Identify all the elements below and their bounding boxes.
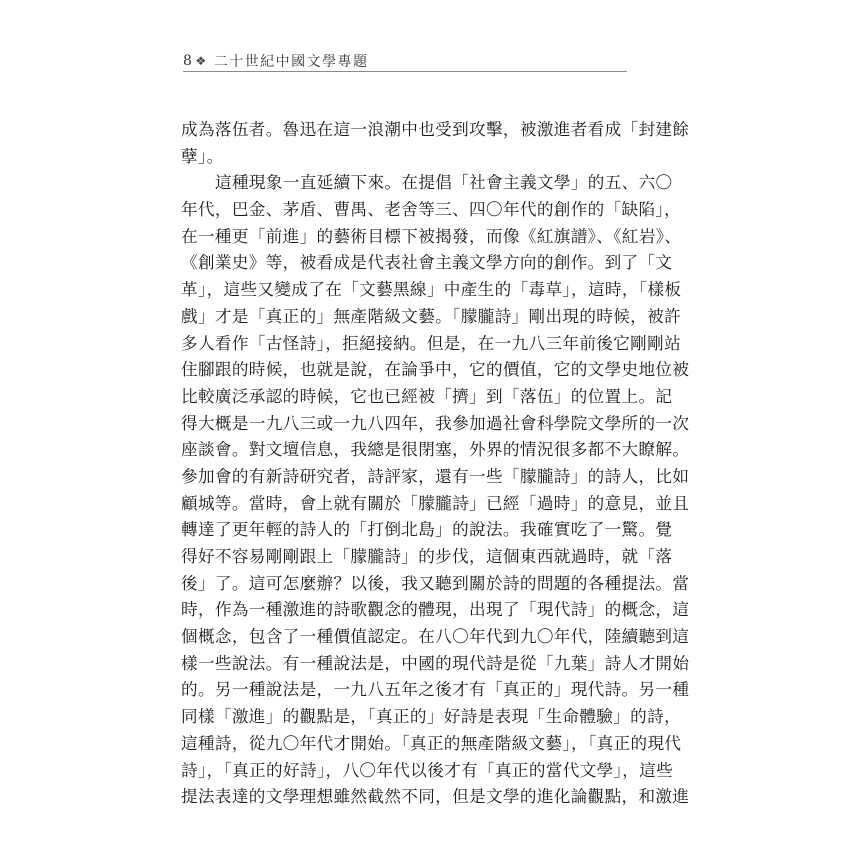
text-line: 個概念，包含了一種價值認定。在八〇年代到九〇年代，陸續聽到這: [181, 627, 690, 647]
text-line: 時，作為一種激進的詩歌觀念的體現，出現了「現代詩」的概念，這: [181, 600, 690, 620]
text-line: 住腳跟的時候，也就是說，在論爭中，它的價值，它的文學史地位被: [181, 360, 690, 380]
text-line: 比較廣泛承認的時候，它也已經被「擠」到「落伍」的位置上。記: [181, 386, 673, 406]
text-line: 提法表達的文學理想雖然截然不同，但是文學的進化論觀點，和激進: [181, 787, 690, 807]
text-line: 這種現象一直延續下來。在提倡「社會主義文學」的五、六〇: [215, 173, 673, 193]
body-text: [181, 117, 690, 811]
text-line: 同樣「激進」的觀點是，「真正的」好詩是表現「生命體驗」的詩，: [181, 707, 682, 727]
text-line: 多人看作「古怪詩」，拒絕接納。但是，在一九八三年前後它剛剛站: [181, 333, 682, 353]
text-line: 的。另一種說法是，一九八五年之後才有「真正的」現代詩。另一種: [181, 680, 690, 700]
text-line: 參加會的有新詩研究者，詩評家，還有一些「朦朧詩」的詩人，比如: [181, 466, 690, 486]
running-header: [183, 50, 627, 72]
text-line: 戲」才是「真正的」無產階級文藝。「朦朧詩」剛出現的時候，被許: [181, 306, 682, 326]
text-line: 年代，巴金、茅盾、曹禺、老舍等三、四〇年代的創作的「缺陷」，: [181, 200, 682, 220]
text-line: 轉達了更年輕的詩人的「打倒北島」的說法。我確實吃了一驚。覺: [181, 520, 673, 540]
text-line: 得大概是一九八三或一九八四年，我參加過社會科學院文學所的一次: [181, 413, 690, 433]
text-line: 後」了。這可怎麼辦？以後，我又聽到關於詩的問題的各種提法。當: [181, 573, 690, 593]
text-line: 樣一些說法。有一種說法是，中國的現代詩是從「九葉」詩人才開始: [181, 653, 690, 673]
text-line: 革」，這些又變成了在「文藝黑線」中產生的「毒草」，這時，「樣板: [181, 280, 682, 300]
text-line: 成為落伍者。魯迅在這一浪潮中也受到攻擊，被激進者看成「封建餘: [181, 120, 690, 139]
header-divider: [183, 71, 627, 72]
book-title: 二十世紀中國文學專題: [213, 54, 369, 70]
text-line: 座談會。對文壇信息，我總是很閉塞，外界的情況很多都不大瞭解。: [181, 440, 690, 460]
ornament-icon: ❖: [195, 54, 208, 68]
text-line: 孽」。: [181, 146, 224, 166]
text-line: 在一種更「前進」的藝術目標下被揭發，而像《紅旗譜》、《紅岩》、: [181, 226, 682, 246]
text-line: 這種詩，從九〇年代才開始。「真正的無產階級文藝」，「真正的現代: [181, 733, 682, 753]
text-line: 得好不容易剛剛跟上「朦朧詩」的步伐，這個東西就過時，就「落: [181, 547, 673, 566]
text-line: 詩」，「真正的好詩」，八〇年代以後才有「真正的當代文學」，這些: [181, 760, 674, 780]
text-line: 《創業史》等，被看成是代表社會主義文學方向的創作。到了「文: [181, 253, 673, 273]
text-line: 顧城等。當時，會上就有關於「朦朧詩」已經「過時」的意見，並且: [181, 493, 690, 513]
page-number: 8: [183, 53, 194, 69]
